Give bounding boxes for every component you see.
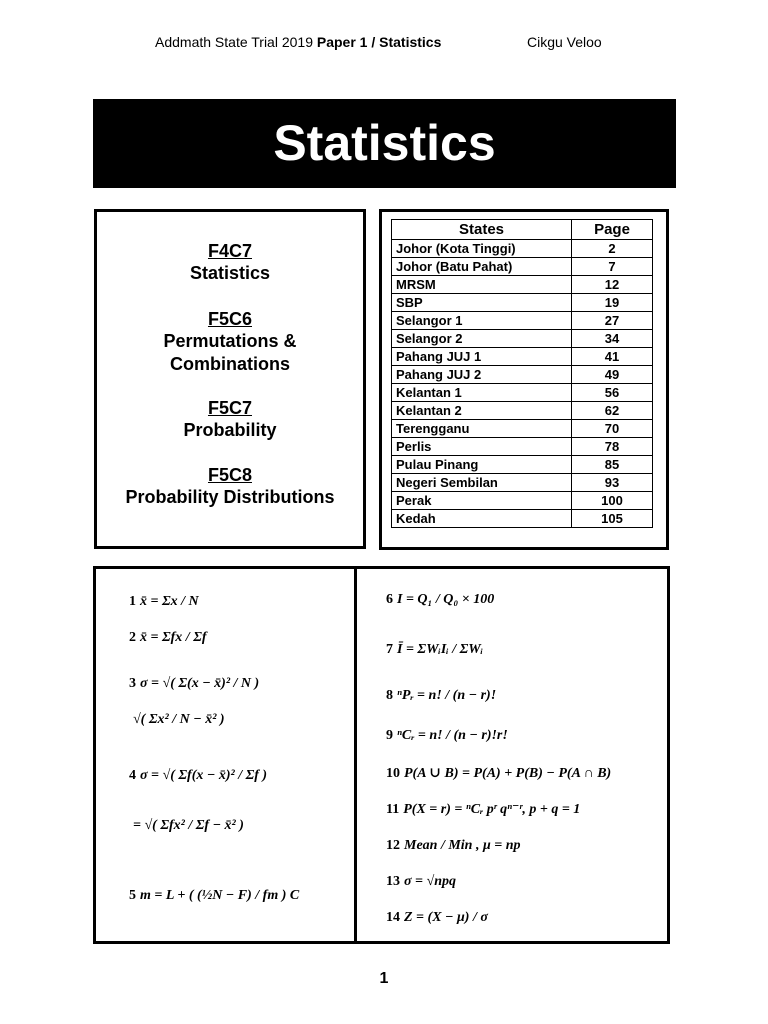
formula-item [386, 765, 611, 783]
topics-box [94, 209, 366, 549]
formula-number: 10 [386, 766, 400, 781]
table-row [392, 474, 653, 492]
formula-item [129, 675, 259, 693]
table-row [392, 510, 653, 528]
topic-f5c7 [97, 397, 363, 442]
state-name: MRSM [392, 276, 572, 294]
formula-expression: √( Σx² / N − x̄² ) [133, 712, 225, 727]
formula-expression: x̄ = Σfx / Σf [140, 630, 207, 645]
column-header-states: States [392, 220, 572, 240]
state-name: Terengganu [392, 420, 572, 438]
topic-f4c7 [97, 240, 363, 285]
formula-item [129, 767, 267, 785]
formula-expression: I = Q₁ / Q₀ × 100 [397, 592, 495, 607]
states-box [379, 209, 669, 550]
state-name: Pahang JUJ 2 [392, 366, 572, 384]
formula-number: 9 [386, 728, 393, 743]
state-page: 2 [572, 240, 653, 258]
table-row [392, 258, 653, 276]
state-name: Kelantan 1 [392, 384, 572, 402]
topic-name: Statistics [189, 263, 271, 283]
formula-expression: m = L + ( (½N − F) / fm ) C [140, 888, 300, 903]
formula-number: 13 [386, 874, 400, 889]
column-header-page: Page [572, 220, 653, 240]
formula-item [129, 629, 207, 647]
formula-expression: Ī = ΣWᵢIᵢ / ΣWᵢ [397, 642, 484, 657]
formula-expression: ⁿCᵣ = n! / (n − r)!r! [397, 728, 508, 743]
formula-number: 1 [129, 594, 136, 609]
topic-code: F5C6 [207, 309, 252, 329]
formula-item [386, 909, 488, 927]
topic-code: F4C7 [207, 241, 252, 261]
topic-name: Permutations & [163, 331, 297, 351]
formula-number: 2 [129, 630, 136, 645]
state-page: 49 [572, 366, 653, 384]
table-row [392, 420, 653, 438]
state-name: Johor (Kota Tinggi) [392, 240, 572, 258]
formula-expression: x̄ = Σx / N [140, 594, 199, 609]
state-name: Perak [392, 492, 572, 510]
formula-item [386, 687, 496, 705]
states-table-body [392, 240, 653, 528]
state-page: 85 [572, 456, 653, 474]
table-row [392, 312, 653, 330]
state-name: Selangor 2 [392, 330, 572, 348]
formula-expression: P(A ∪ B) = P(A) + P(B) − P(A ∩ B) [404, 766, 612, 781]
formula-item [129, 887, 299, 905]
table-row [392, 330, 653, 348]
formula-number: 4 [129, 768, 136, 783]
state-name: Negeri Sembilan [392, 474, 572, 492]
formula-expression: σ = √npq [404, 874, 456, 889]
states-table [391, 219, 653, 528]
state-page: 7 [572, 258, 653, 276]
formula-item [386, 873, 456, 891]
page-title-banner: Statistics [93, 99, 676, 188]
formula-expression: Mean / Min , μ = np [404, 838, 521, 853]
header-exam-title: Addmath State Trial 2019 [155, 34, 317, 50]
state-page: 105 [572, 510, 653, 528]
formula-item [386, 591, 494, 609]
formula-number: 14 [386, 910, 400, 925]
formula-expression: Z = (X − μ) / σ [404, 910, 488, 925]
state-name: Kelantan 2 [392, 402, 572, 420]
page-header [0, 34, 768, 54]
state-page: 34 [572, 330, 653, 348]
state-name: Kedah [392, 510, 572, 528]
topic-code: F5C8 [207, 465, 252, 485]
state-name: Johor (Batu Pahat) [392, 258, 572, 276]
table-row [392, 366, 653, 384]
formula-number: 7 [386, 642, 393, 657]
formula-expression: σ = √( Σ(x − x̄)² / N ) [140, 676, 260, 691]
formula-expression: = √( Σfx² / Σf − x̄² ) [133, 818, 244, 833]
formula-item [129, 593, 199, 611]
table-header-row [392, 220, 653, 240]
table-row [392, 240, 653, 258]
formula-box [93, 566, 670, 944]
topic-code: F5C7 [207, 398, 252, 418]
state-page: 19 [572, 294, 653, 312]
table-row [392, 456, 653, 474]
table-row [392, 384, 653, 402]
table-row [392, 294, 653, 312]
state-page: 12 [572, 276, 653, 294]
formula-number: 12 [386, 838, 400, 853]
formula-expression: P(X = r) = ⁿCᵣ pʳ qⁿ⁻ʳ, p + q = 1 [403, 802, 581, 817]
state-name: Pulau Pinang [392, 456, 572, 474]
formula-number: 6 [386, 592, 393, 607]
state-page: 62 [572, 402, 653, 420]
formula-item [129, 711, 225, 729]
state-name: Pahang JUJ 1 [392, 348, 572, 366]
formula-number: 8 [386, 688, 393, 703]
state-page: 56 [572, 384, 653, 402]
formula-number: 11 [386, 802, 400, 817]
formula-item [386, 801, 580, 819]
state-page: 27 [572, 312, 653, 330]
topic-name-line2: Combinations [170, 354, 290, 374]
formula-item [386, 727, 508, 745]
state-page: 70 [572, 420, 653, 438]
header-paper-title: Paper 1 / Statistics [316, 34, 442, 50]
formula-item [129, 817, 244, 835]
formula-divider [354, 569, 357, 941]
header-author: Cikgu Veloo [527, 34, 602, 50]
table-row [392, 276, 653, 294]
table-row [392, 348, 653, 366]
state-page: 41 [572, 348, 653, 366]
formula-number: 5 [129, 888, 136, 903]
formula-expression: ⁿPᵣ = n! / (n − r)! [397, 688, 497, 703]
topic-name: Probability [183, 420, 277, 440]
state-page: 100 [572, 492, 653, 510]
topic-name: Probability Distributions [125, 487, 335, 507]
state-page: 93 [572, 474, 653, 492]
formula-item [386, 641, 483, 659]
formula-expression: σ = √( Σf(x − x̄)² / Σf ) [140, 768, 268, 783]
formula-number: 3 [129, 676, 136, 691]
state-name: Perlis [392, 438, 572, 456]
table-row [392, 492, 653, 510]
topic-f5c6 [97, 308, 363, 376]
topic-f5c8 [97, 464, 363, 509]
formula-item [386, 837, 521, 855]
page-number: 1 [379, 970, 389, 987]
state-page: 78 [572, 438, 653, 456]
table-row [392, 402, 653, 420]
table-row [392, 438, 653, 456]
state-name: SBP [392, 294, 572, 312]
header-left [155, 34, 441, 50]
state-name: Selangor 1 [392, 312, 572, 330]
